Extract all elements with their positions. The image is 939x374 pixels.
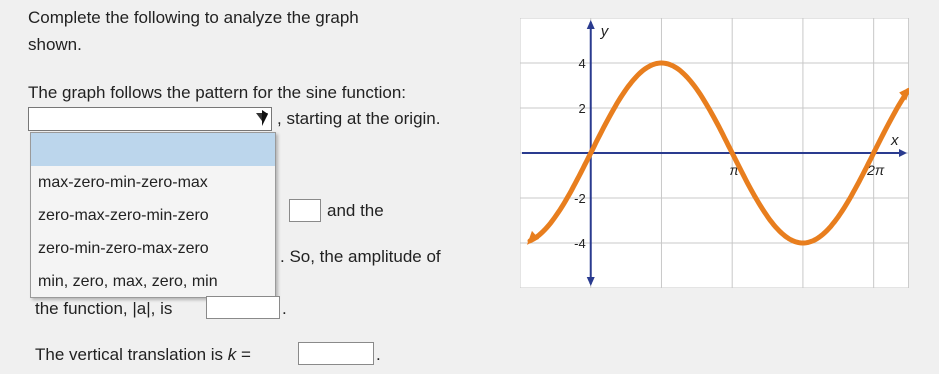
pattern-suffix: , starting at the origin. xyxy=(277,109,441,128)
vertical-suffix: . xyxy=(376,345,381,364)
pattern-sentence: The graph follows the pattern for the sine function: xyxy=(28,83,407,102)
x-tick-label: π xyxy=(729,162,739,178)
vertical-prefix: The vertical translation is xyxy=(35,345,224,364)
vertical-translation-answer-box[interactable] xyxy=(298,342,374,365)
period-answer-box[interactable] xyxy=(289,199,321,222)
instruction-line-2: shown. xyxy=(28,35,82,54)
instruction-line-1: Complete the following to analyze the graph xyxy=(28,8,359,27)
y-tick-label: 4 xyxy=(578,56,586,71)
and-the-text: and the xyxy=(327,201,384,220)
amplitude-line2-suffix: . xyxy=(282,299,287,318)
pattern-dropdown[interactable] xyxy=(28,107,272,131)
amplitude-line2-prefix: the function, |a|, is xyxy=(35,299,173,318)
dropdown-option-max-zero-min-zero-max[interactable]: max-zero-min-zero-max xyxy=(38,174,208,191)
dropdown-option-zero-min-zero-max-zero[interactable]: zero-min-zero-max-zero xyxy=(38,240,209,257)
dropdown-menu[interactable] xyxy=(30,132,276,298)
x-axis-label: x xyxy=(891,132,899,149)
y-axis-label: y xyxy=(600,23,609,40)
mouse-pointer-icon xyxy=(262,110,268,126)
amplitude-text: . So, the amplitude of xyxy=(280,247,441,266)
graph-svg xyxy=(520,18,909,288)
x-tick-label: 2π xyxy=(867,162,885,178)
dropdown-option-blank[interactable] xyxy=(31,133,275,166)
sine-graph xyxy=(520,18,909,288)
dropdown-option-zero-max-zero-min-zero[interactable]: zero-max-zero-min-zero xyxy=(38,207,209,224)
y-tick-label: -2 xyxy=(574,191,586,206)
vertical-variable: k xyxy=(227,345,237,364)
vertical-translation-text xyxy=(35,345,251,365)
dropdown-option-min-zero-max-zero-min[interactable]: min, zero, max, zero, min xyxy=(38,273,218,290)
y-tick-label: 2 xyxy=(578,101,586,116)
amplitude-answer-box[interactable] xyxy=(206,296,280,319)
vertical-equals: = xyxy=(236,345,251,364)
y-tick-label: -4 xyxy=(574,236,586,251)
